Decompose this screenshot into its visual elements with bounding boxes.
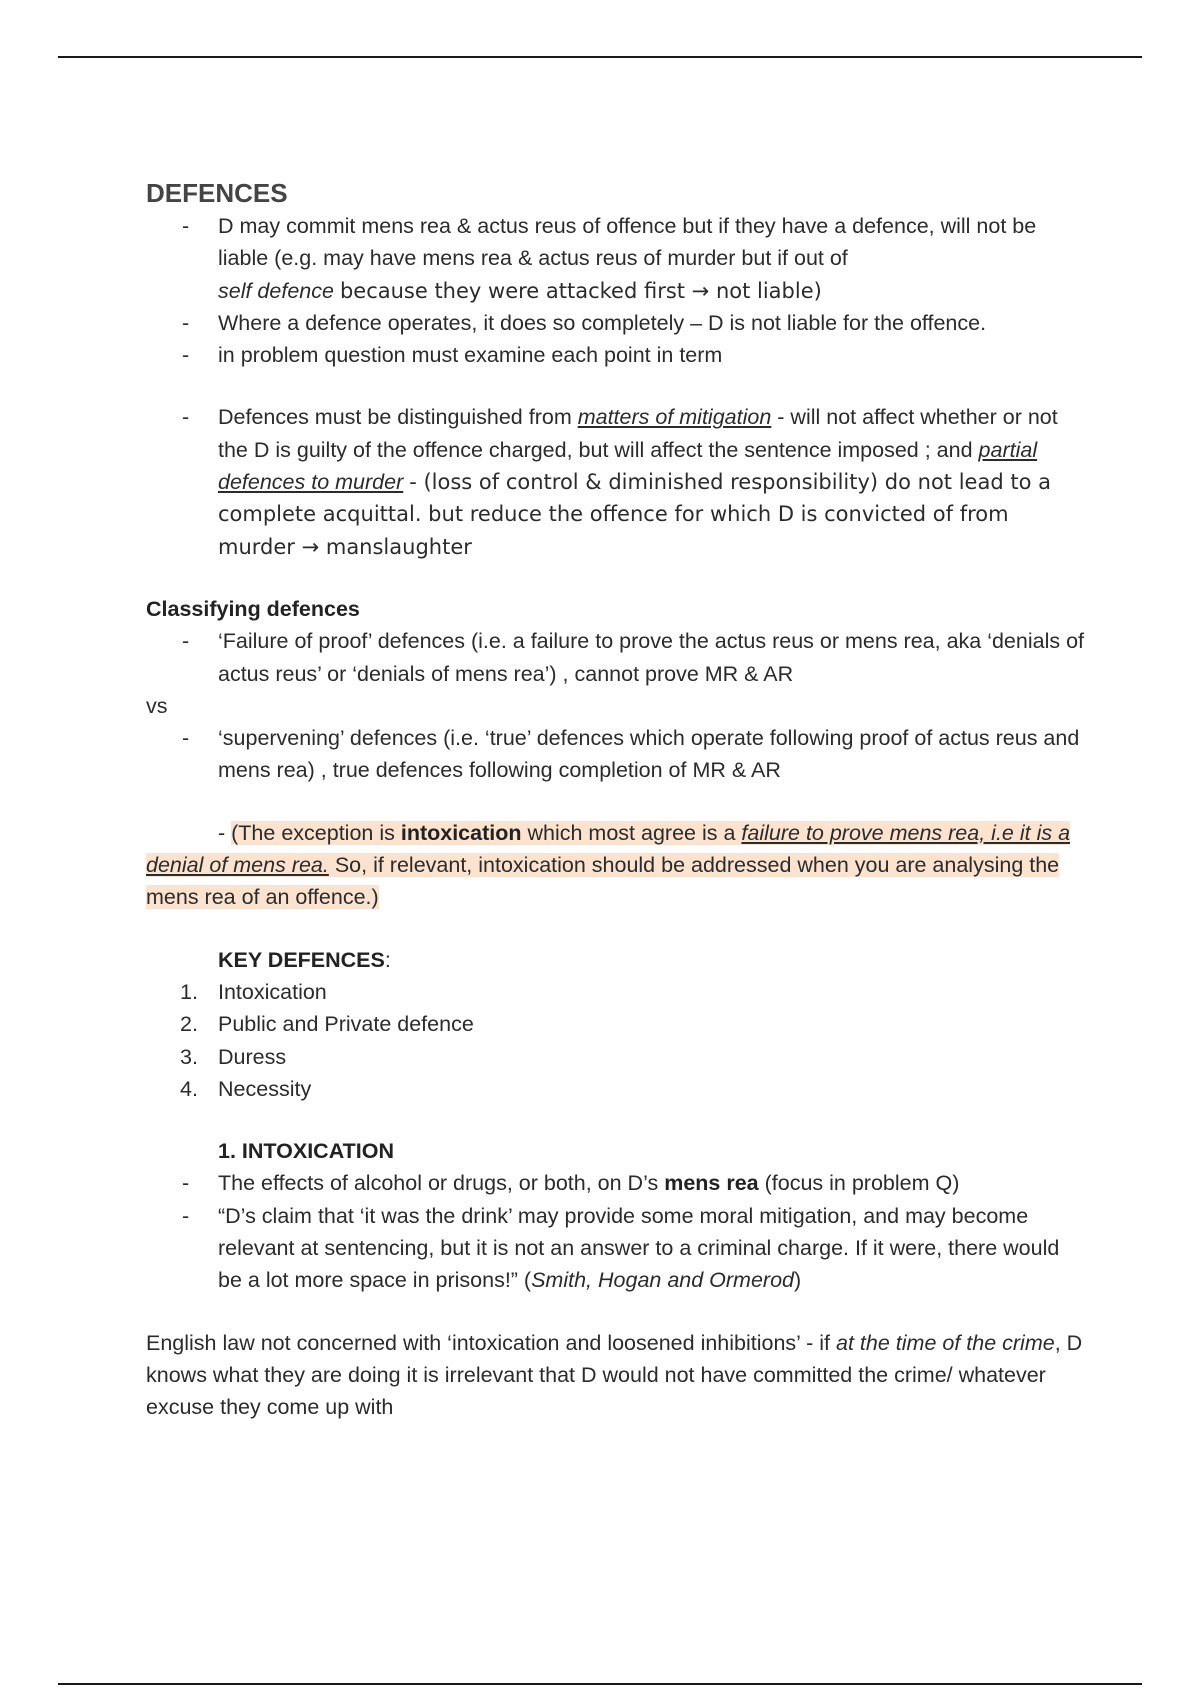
citation: Smith, Hogan and Ormerod bbox=[531, 1268, 794, 1293]
bullet-text: The effects of alcohol or drugs, or both, on D’s bbox=[218, 1171, 659, 1196]
list-item bbox=[146, 976, 1086, 1008]
list-label: Public and Private defence bbox=[218, 1012, 474, 1037]
mitigation-term: matters of mitigation bbox=[577, 405, 772, 430]
list-item bbox=[146, 401, 1086, 562]
classifying-list-1 bbox=[146, 625, 1086, 690]
italic-text: at the time of the crime bbox=[836, 1330, 1055, 1355]
list-item bbox=[146, 1200, 1086, 1297]
closing-paragraph bbox=[146, 1327, 1086, 1424]
quote-text: ) bbox=[794, 1268, 802, 1293]
key-defences-label: KEY DEFENCES bbox=[218, 947, 385, 972]
key-defences-heading bbox=[146, 944, 1086, 976]
document-body bbox=[146, 176, 1086, 1424]
list-label: Necessity bbox=[218, 1076, 312, 1101]
list-item bbox=[146, 210, 1086, 307]
list-item bbox=[146, 1167, 1086, 1199]
list-label: Duress bbox=[218, 1044, 287, 1069]
italic-text: self defence bbox=[218, 278, 334, 303]
list-item: - ‘Failure of proof’ defences (i.e. a failure to prove the actus reus or mens rea, aka ‘denials of actus reus’ or ‘denials of mens rea’) , cannot prove MR & AR bbox=[146, 625, 1086, 690]
denial-of-mens-rea-term: failure to prove mens rea, i.e it is a denial of mens rea. bbox=[146, 820, 1071, 878]
classifying-list-2 bbox=[146, 722, 1086, 787]
page-title: DEFENCES bbox=[146, 178, 288, 208]
bullet-text: (focus in problem Q) bbox=[764, 1171, 960, 1196]
list-item bbox=[146, 1073, 1086, 1105]
list-item: - Where a defence operates, it does so completely – D is not liable for the offence. bbox=[146, 307, 1086, 339]
bullet-text: D may commit mens rea & actus reus of offence but if they have a defence, will not be liable (e.g. may have mens rea & actus reus of murder but if out of bbox=[218, 214, 1037, 271]
list-label: Intoxication bbox=[218, 979, 327, 1004]
vs-text: vs bbox=[146, 693, 168, 718]
intoxication-term: intoxication bbox=[400, 820, 522, 845]
list-number: 4. bbox=[180, 1076, 198, 1101]
partial-defences-term: partial defences to murder bbox=[218, 437, 1038, 495]
key-defences-list bbox=[146, 976, 1086, 1105]
exception-text: which most agree is a bbox=[527, 820, 736, 845]
intro-list bbox=[146, 210, 1086, 371]
paragraph-text: English law not concerned with ‘intoxication and loosened inhibitions’ - if bbox=[146, 1330, 831, 1355]
bullet-text: because they were attacked first → not liable) bbox=[339, 278, 822, 303]
header-rule bbox=[58, 56, 1142, 58]
list-item bbox=[146, 1008, 1086, 1040]
list-item bbox=[146, 1041, 1086, 1073]
intoxication-heading: 1. INTOXICATION bbox=[218, 1139, 394, 1164]
paragraph-text: , D knows what they are doing it is irrelevant that D would not have committed the crime/ whatever excuse they come up with bbox=[146, 1330, 1083, 1420]
list-item: - ‘supervening’ defences (i.e. ‘true’ defences which operate following proof of actus reus and mens rea) , true defences following completion of MR & AR bbox=[146, 722, 1086, 787]
bullet-text: - (loss of control & diminished responsibility) do not lead to a complete acquittal. but reduce the offence for which D is convicted of from murder → manslaughter bbox=[218, 470, 1051, 559]
list-number: 2. bbox=[180, 1012, 198, 1037]
list-number: 3. bbox=[180, 1044, 198, 1069]
quote-text: “D’s claim that ‘it was the drink’ may provide some moral mitigation, and may become relevant at sentencing, but it is not an answer to a criminal charge. If it were, there would be a lot more space in prisons!” ( bbox=[218, 1203, 1060, 1293]
mitigation-list bbox=[146, 401, 1086, 562]
colon: : bbox=[384, 947, 391, 972]
bullet-text: - will not affect whether or not the D is guilty of the offence charged, but will affect the sentence imposed ; and bbox=[218, 405, 1058, 462]
exception-paragraph bbox=[146, 817, 1086, 914]
intoxication-list bbox=[146, 1167, 1086, 1296]
classifying-heading: Classifying defences bbox=[146, 596, 360, 621]
exception-text: So, if relevant, intoxication should be addressed when you are analysing the mens rea of an offence.) bbox=[146, 853, 1060, 910]
exception-text: (The exception is bbox=[231, 820, 395, 845]
list-item: - in problem question must examine each point in term bbox=[146, 339, 1086, 371]
dash-text: - bbox=[218, 820, 232, 845]
mens-rea-term: mens rea bbox=[664, 1171, 759, 1196]
list-number: 1. bbox=[180, 979, 198, 1004]
bullet-text: Defences must be distinguished from bbox=[218, 405, 572, 430]
footer-rule bbox=[58, 1683, 1142, 1685]
